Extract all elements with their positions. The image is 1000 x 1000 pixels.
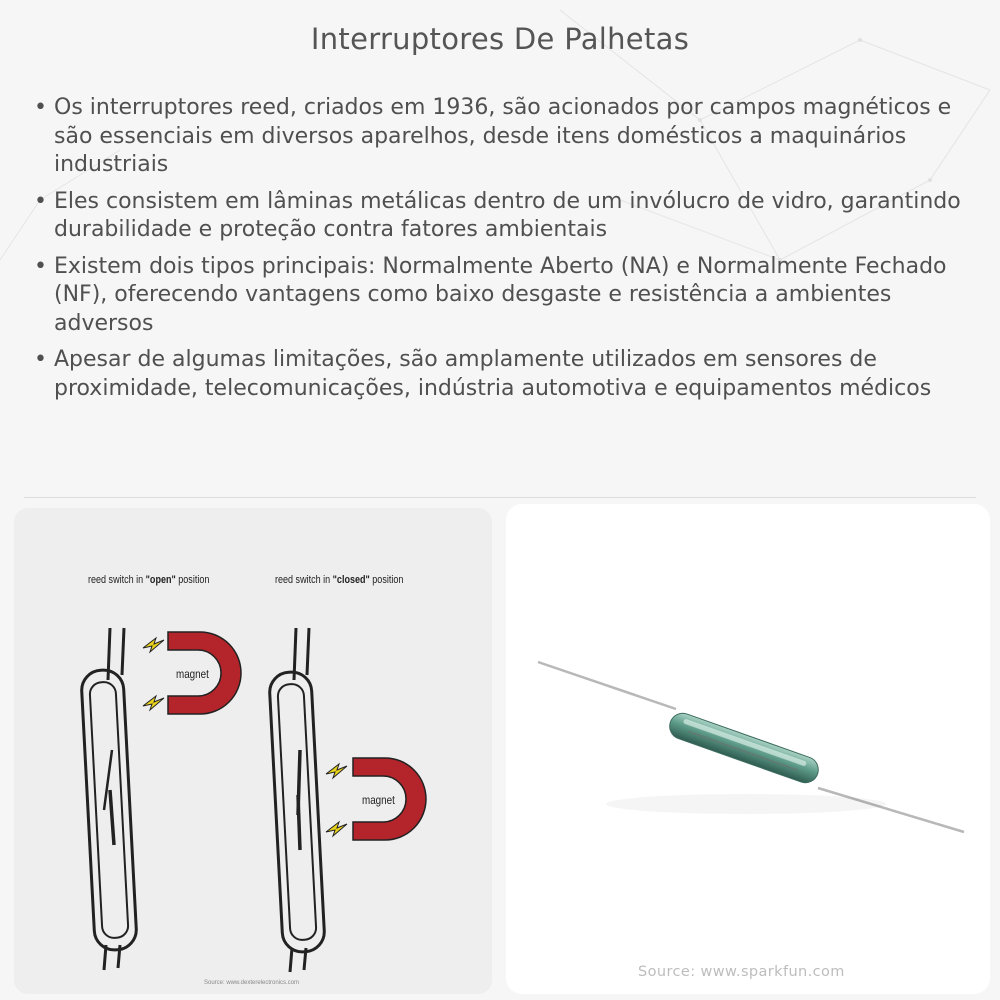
open-label-suffix: position <box>175 574 210 586</box>
open-label-prefix: reed switch in <box>88 574 146 586</box>
reed-switch-photo <box>506 504 990 994</box>
bullet-item: • Existem dois tipos principais: Normalmente Aberto (NA) e Normalmente Fechado (NF), oferecendo vantagens como baixo desgaste e resistência a ambientes adversos <box>30 253 970 339</box>
open-label-state: "open" <box>145 574 176 586</box>
diagram-source: Source: www.dexterelectronics.com <box>204 980 300 986</box>
closed-reed-switch-icon <box>269 628 326 972</box>
bullet-item: • Apesar de algumas limitações, são amplamente utilizados em sensores de proximidade, telecomunicações, indústria automotiva e equipamentos médicos <box>30 346 970 403</box>
magnet-label-open: magnet <box>176 667 209 681</box>
closed-spark-icon <box>326 764 347 836</box>
open-reed-switch-icon <box>81 628 138 970</box>
closed-label-prefix: reed switch in <box>275 574 333 586</box>
closed-label-suffix: position <box>369 574 404 586</box>
bullet-list <box>30 94 970 411</box>
magnet-label-closed: magnet <box>362 793 395 807</box>
photo-source: Source: www.sparkfun.com <box>638 964 845 980</box>
page-title: Interruptores De Palhetas <box>310 22 690 56</box>
reed-switch-diagram <box>0 600 500 980</box>
closed-label-state: "closed" <box>332 574 370 586</box>
bullet-item: • Eles consistem em lâminas metálicas dentro de um invólucro de vidro, garantindo durabilidade e proteção contra fatores ambientais <box>30 188 970 245</box>
open-spark-icon <box>143 638 164 710</box>
closed-position-label <box>275 574 403 586</box>
open-position-label <box>88 574 209 586</box>
section-divider <box>24 497 976 498</box>
bullet-item: • Os interruptores reed, criados em 1936, são acionados por campos magnéticos e são essenciais em diversos aparelhos, desde itens domésticos a maquinários industriais <box>30 94 970 180</box>
